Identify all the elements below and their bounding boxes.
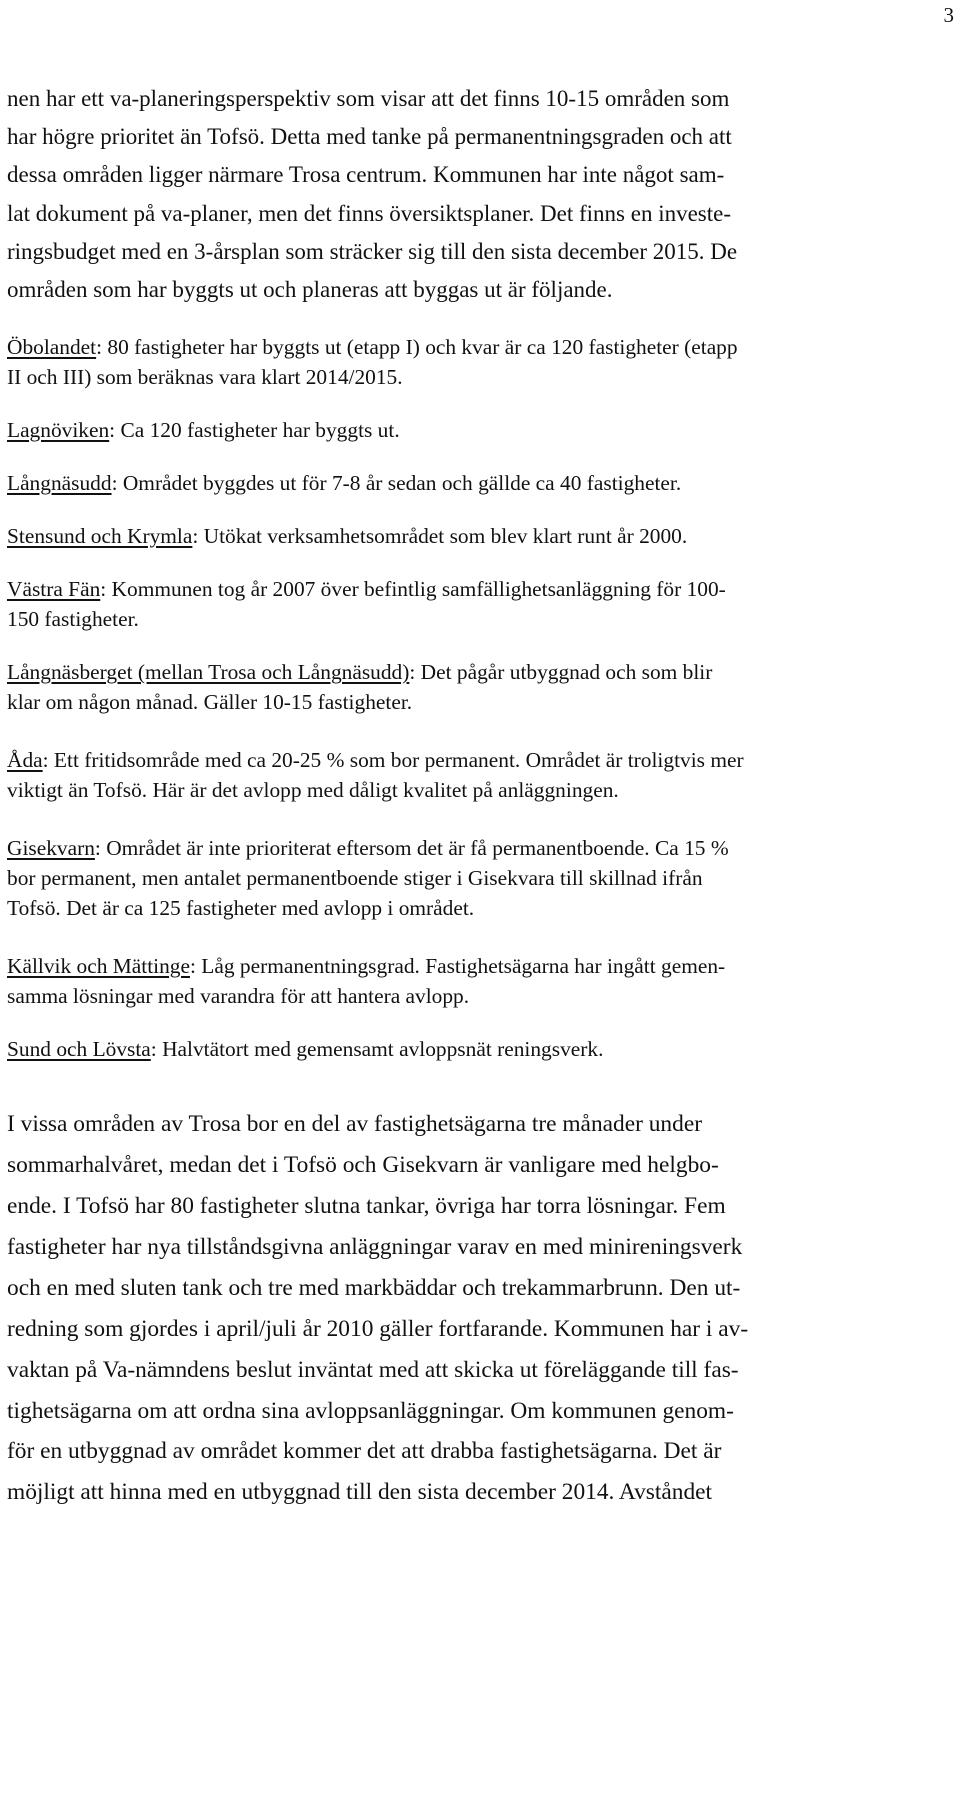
area-item-kallvik-mattinge [7, 951, 933, 1011]
page-number: 3 [943, 3, 954, 27]
text-line: fastigheter har nya tillståndsgivna anläggningar varav en med minireningsverk [7, 1233, 743, 1260]
area-name: Åda [7, 748, 43, 773]
text-line [7, 657, 933, 687]
text-line: områden som har byggts ut och planeras att byggas ut är följande. [7, 277, 613, 303]
text-line [7, 833, 933, 863]
area-item-sund-lovsta [7, 1034, 933, 1064]
text-line: viktigt än Tofsö. Här är det avlopp med dåligt kvalitet på anläggningen. [7, 778, 619, 803]
area-item-lagnoviken [7, 415, 933, 445]
area-description: : Kommunen tog år 2007 över befintlig samfällighetsanläggning för 100- [100, 577, 726, 602]
area-description: : Området byggdes ut för 7-8 år sedan och gällde ca 40 fastigheter. [111, 471, 682, 496]
text-line: och en med sluten tank och tre med markbäddar och trekammarbrunn. Den ut- [7, 1274, 741, 1301]
text-line: ringsbudget med en 3-årsplan som sträcker sig till den sista december 2015. De [7, 238, 738, 264]
area-name: Källvik och Mättinge [7, 954, 190, 979]
text-line [7, 521, 933, 551]
text-line: lat dokument på va-planer, men det finns översiktsplaner. Det finns en investe- [7, 200, 732, 226]
area-description: : Låg permanentningsgrad. Fastighetsägarna har ingått gemen- [189, 954, 726, 979]
text-line: II och III) som beräknas vara klart 2014/2015. [7, 365, 403, 390]
area-item-vastra-fan [7, 574, 933, 634]
text-line: 150 fastigheter. [7, 607, 139, 632]
area-description: : Halvtätort med gemensamt avloppsnät reningsverk. [150, 1037, 604, 1062]
text-line: I vissa områden av Trosa bor en del av fastighetsägarna tre månader under [7, 1111, 702, 1138]
text-line [7, 574, 933, 604]
text-line: sommarhalvåret, medan det i Tofsö och Gisekvarn är vanligare med helgbo- [7, 1152, 719, 1179]
text-line: möjligt att hinna med en utbyggnad till den sista december 2014. Avståndet [7, 1479, 713, 1506]
text-line [7, 1034, 933, 1064]
area-description: : Utökat verksamhetsområdet som blev klart runt år 2000. [192, 524, 688, 549]
area-item-gisekvarn [7, 833, 933, 923]
area-item-langnasberget [7, 657, 933, 717]
area-item-stensund-krymla [7, 521, 933, 551]
area-description: : 80 fastigheter har byggts ut (etapp I) och kvar är ca 120 fastigheter (etapp [96, 335, 738, 360]
area-name: Lagnöviken [7, 418, 110, 443]
text-line: redning som gjordes i april/juli år 2010 gäller fortfarande. Kommunen har i av- [7, 1315, 749, 1342]
text-line [7, 332, 933, 362]
area-description: : Området är inte prioriterat eftersom det är få permanentboende. Ca 15 % [94, 836, 729, 861]
area-description: : Ett fritidsområde med ca 20-25 % som bor permanent. Området är troligtvis mer [42, 748, 744, 773]
area-description: : Det pågår utbyggnad och som blir [409, 660, 713, 685]
area-name: Sund och Lövsta [7, 1037, 151, 1062]
area-name: Långnäsudd [7, 471, 112, 496]
text-line: nen har ett va-planeringsperspektiv som visar att det finns 10-15 områden som [7, 86, 730, 111]
text-line [7, 415, 933, 445]
text-line: ende. I Tofsö har 80 fastigheter slutna tankar, övriga har torra lösningar. Fem [7, 1193, 726, 1220]
area-name: Västra Fän [7, 577, 101, 602]
area-item-obolandet [7, 332, 933, 392]
text-line: Tofsö. Det är ca 125 fastigheter med avlopp i området. [7, 896, 475, 921]
text-line: tighetsägarna om att ordna sina avloppsanläggningar. Om kommunen genom- [7, 1397, 734, 1424]
area-name: Öbolandet [7, 335, 97, 360]
text-line: har högre prioritet än Tofsö. Detta med tanke på permanentningsgraden och att [7, 124, 732, 150]
area-description: : Ca 120 fastigheter har byggts ut. [109, 418, 400, 443]
intro-paragraph [7, 80, 933, 309]
text-line [7, 468, 933, 498]
text-line [7, 951, 933, 981]
area-item-ada [7, 745, 933, 805]
area-name: Stensund och Krymla [7, 524, 193, 549]
final-paragraph [7, 1104, 933, 1513]
area-item-langnasudd [7, 468, 933, 498]
text-line: för en utbyggnad av området kommer det att drabba fastighetsägarna. Det är [7, 1438, 722, 1465]
text-line: samma lösningar med varandra för att hantera avlopp. [7, 984, 470, 1009]
area-name: Långnäsberget (mellan Trosa och Långnäsudd) [7, 660, 410, 685]
text-line: vaktan på Va-nämndens beslut inväntat med att skicka ut föreläggande till fas- [7, 1356, 739, 1383]
text-line: klar om någon månad. Gäller 10-15 fastigheter. [7, 690, 413, 715]
text-line [7, 745, 933, 775]
text-line: dessa områden ligger närmare Trosa centrum. Kommunen har inte något sam- [7, 162, 725, 188]
text-line: bor permanent, men antalet permanentboende stiger i Gisekvara till skillnad ifrån [7, 866, 703, 891]
area-name: Gisekvarn [7, 836, 95, 861]
document-body [7, 80, 933, 1513]
